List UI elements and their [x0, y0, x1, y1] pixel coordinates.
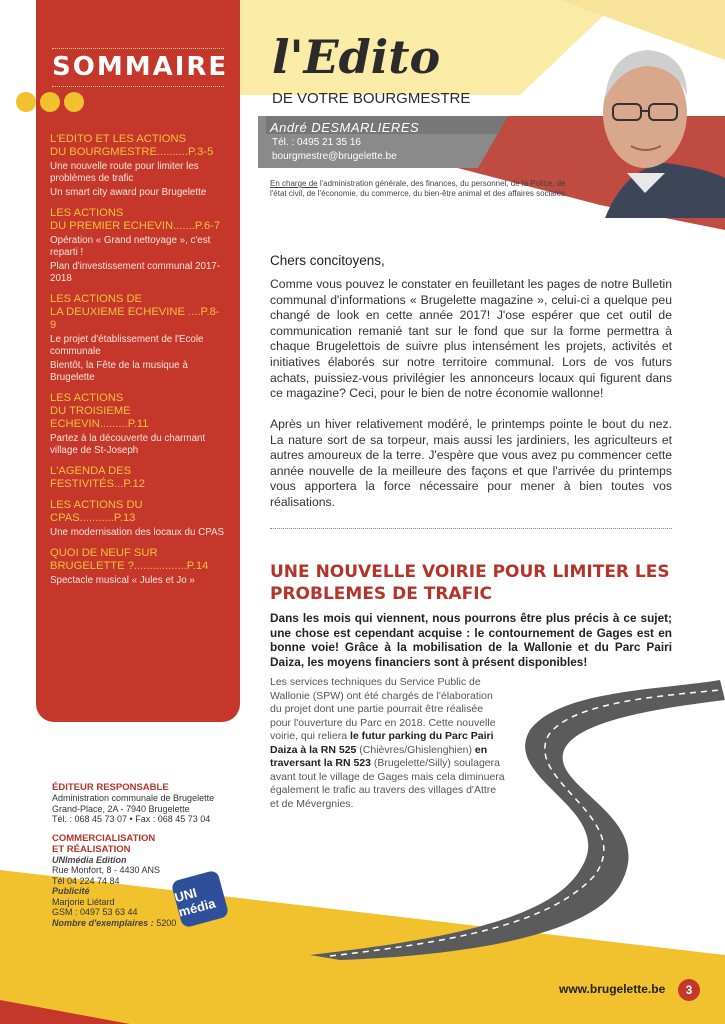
toc-subitem: Une modernisation des locaux du CPAS	[50, 527, 225, 538]
toc-item[interactable]	[50, 392, 225, 457]
toc-heading: LES ACTIONS DU TROISIEME ECHEVIN.........P.11	[50, 392, 149, 430]
editor-line: Grand-Place, 2A - 7940 Brugelette	[52, 803, 190, 814]
greeting: Chers concitoyens,	[270, 253, 385, 268]
article-text: (Chièvres/Ghislenghien)	[356, 743, 475, 756]
toc-heading: LES ACTIONS DE LA DEUXIEME ECHEVINE ....P.8-9	[50, 293, 220, 331]
publicite-label: Publicité	[52, 886, 90, 896]
unimedia-logo: UNI média	[171, 870, 230, 929]
pub-line: Marjorie Liétard	[52, 896, 115, 907]
website-link[interactable]: www.brugelette.be	[559, 982, 666, 996]
toc-subitem: Bientôt, la Fête de la musique à Brugelette	[50, 360, 188, 383]
edito-paragraph: Comme vous pouvez le constater en feuilletant les pages de notre Bulletin communal d'informations « Brugelette magazine », celui-ci a quelque peu changé de look en cette année 2017! J'ose espérer que cet outil de communication remanié tant sur le fond que sur la forme permettra à chaque Brugelettois de suivre plus intensément les projets, activités et initiatives élaborés sur notre territoire communal. Lors de vos futurs achats, puissiez-vous privilégier les annonceurs locaux qui figurent dans ce magazine? Ceci, pour le bien de notre économie wallonne!	[270, 277, 672, 401]
edito-paragraph: Après un hiver relativement modéré, le printemps pointe le bout du nez. La nature sort de sa torpeur, mais aussi les jardiniers, les agriculteurs et autres amoureux de la terre. J'espère que vous avez pu commencer cette année nouvelle de la meilleure des façons et que l'arrivée du printemps vous apportera la force nécessaire pour mener à bien toutes vos réalisations.	[270, 417, 672, 509]
copies-label: Nombre d'exemplaires :	[52, 917, 154, 928]
toc-subitem: Un smart city award pour Brugelette	[50, 187, 207, 198]
pub-line: GSM : 0497 53 63 44	[52, 907, 138, 917]
toc-subitem: Une nouvelle route pour limiter les problèmes de trafic	[50, 161, 199, 184]
toc-heading: L'EDITO ET LES ACTIONS DU BOURGMESTRE..........P.3-5	[50, 133, 214, 158]
toc-heading: QUOI DE NEUF SUR BRUGELETTE ?.................P.14	[50, 547, 209, 572]
toc-subitem: Le projet d'établissement de l'Ecole communale	[50, 334, 204, 357]
toc-item[interactable]	[50, 207, 225, 285]
mayor-name: André DESMARLIERES	[270, 120, 420, 135]
company-line: Tél 04 224 74 84	[52, 875, 120, 886]
article-highlight: le futur parking du Parc Pairi Daiza à la RN 525	[270, 730, 494, 756]
mayor-phone: Tél. : 0495 21 35 16	[272, 137, 361, 148]
mayor-responsibilities	[270, 179, 570, 199]
edito-subtitle: DE VOTRE BOURGMESTRE	[272, 90, 471, 107]
sidebar-divider	[52, 86, 224, 87]
mayor-email[interactable]: bourgmestre@brugelette.be	[272, 151, 397, 162]
editor-line: Administration communale de Brugelette	[52, 793, 215, 803]
toc-item[interactable]	[50, 465, 225, 491]
article-lead: Dans les mois qui viennent, nous pourrons être plus précis à ce sujet; une chose est cependant acquise : le contournement de Gages est en bonne voie! Grâce à la mobilisation de la Wallonie et du Parc Pairi Daiza, les moyens financiers sont à présent disponibles!	[270, 611, 672, 669]
copies-value: 5200	[156, 917, 177, 928]
toc-heading: LES ACTIONS DU PREMIER ECHEVIN.......P.6-7	[50, 207, 221, 232]
page-number: 3	[678, 979, 700, 1001]
article-text: Les services techniques du Service Public de Wallonie (SPW) ont été chargés de l'élaboration du projet dont une partie pourrait être réalisée pour l'ouverture du Parc en 2018. Cette nouvelle voirie, qui reliera	[270, 676, 496, 742]
toc-subitem: Spectacle musical « Jules et Jo »	[50, 575, 195, 586]
editor-title: ÉDITEUR RESPONSABLE	[52, 782, 169, 793]
toc-heading: L'AGENDA DES FESTIVITÉS...P.12	[50, 465, 145, 490]
decorative-dots	[16, 92, 88, 117]
toc-item[interactable]	[50, 499, 225, 539]
article-title: UNE NOUVELLE VOIRIE POUR LIMITER LES PROBLEMES DE TRAFIC	[270, 562, 670, 604]
toc-item[interactable]	[50, 133, 225, 199]
section-divider	[270, 528, 672, 529]
edito-title: l'Edito	[272, 30, 441, 84]
article-text: (Brugelette/Silly) soulagera avant tout le village de Gages mais cela diminuera également le trafic au travers des villages d'Attre et de Mévergnies.	[270, 757, 505, 810]
toc-subitem: Opération « Grand nettoyage », c'est reparti !	[50, 235, 211, 258]
company-line: Rue Monfort, 8 - 4430 ANS	[52, 865, 161, 875]
commercialisation-title: COMMERCIALISATION ET RÉALISATION	[52, 832, 156, 855]
mayor-portrait	[565, 18, 725, 218]
article-body	[270, 676, 506, 811]
toc-heading: LES ACTIONS DU CPAS...........P.13	[50, 499, 143, 524]
company-name: UNImédia Edition	[52, 854, 127, 865]
sommaire-title: SOMMAIRE	[52, 52, 229, 82]
editor-line: Tél. : 068 45 73 07 • Fax : 068 45 73 04	[52, 814, 211, 824]
toc-subitem: Plan d'investissement communal 2017-2018	[50, 261, 221, 284]
article-highlight: en traversant la RN 523	[270, 743, 488, 769]
toc-item[interactable]	[50, 293, 225, 384]
toc-subitem: Partez à la découverte du charmant village de St-Joseph	[50, 433, 206, 456]
charge-text: l'administration générale, des finances, du personnel, de la Police, de l'état civil, de l'économie, du commerce, du bien-être animal et des affaires sociales.	[270, 179, 568, 198]
charge-prefix: En charge de	[270, 179, 318, 188]
sidebar-divider	[52, 48, 224, 49]
toc-item[interactable]	[50, 547, 225, 587]
toc-list	[50, 133, 225, 595]
